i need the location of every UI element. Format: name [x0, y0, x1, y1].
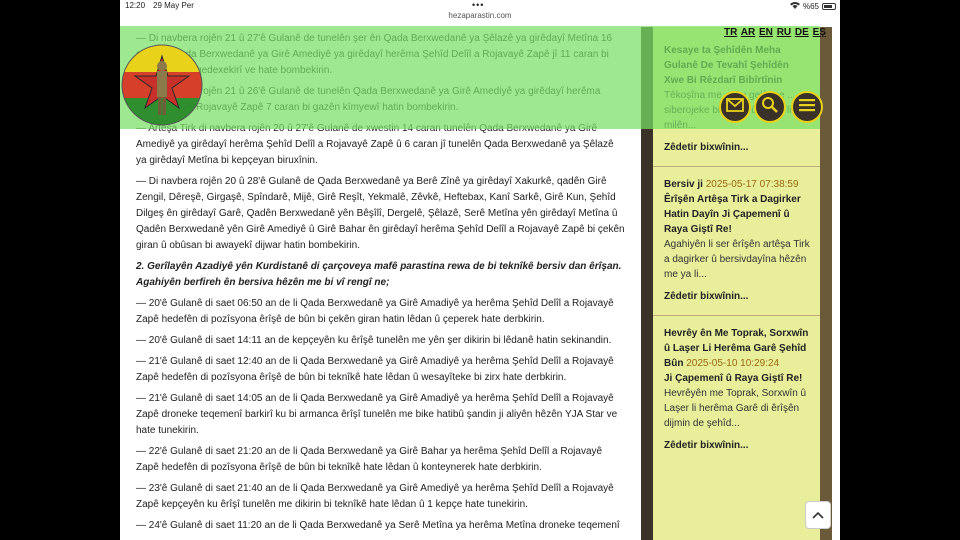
sidebar-post-title[interactable]: Ji Çapemenî û Raya Giştî Re! [664, 373, 803, 384]
article-item: — 20'ê Gulanê di saet 14:11 an de kepçeyên ku êrîşê tunelên me yên şer dikirin bi lêdanê hatin sekinandin. [136, 335, 612, 346]
sidebar-post-title[interactable]: Êrîşên Artêşa Tirk a Dagirker Hatin Dayîn Ji Çapemenî û Raya Giştî Re! [664, 194, 801, 235]
read-more-link[interactable]: Zêdetir bixwînin... [664, 142, 749, 153]
language-switcher [724, 27, 826, 38]
scroll-to-top-button[interactable] [805, 501, 831, 529]
sidebar-post-meta [664, 326, 810, 371]
article-item: — 20'ê Gulanê di saet 06:50 an de li Qada Berxwedanê ya Girê Amadiyê ya herêma Şehîd Delîl a Rojavayê Zapê hedefên di pozîsyona êrîşê de bûn bi çekên giran hatin lêdan û çeperek hate derbkirin. [136, 298, 614, 325]
menu-button[interactable] [791, 91, 823, 123]
lang-link-de[interactable]: DE [794, 27, 809, 38]
section-heading: 2. Gerîlayên Azadiyê yên Kurdistanê di çarçoveya mafê parastina rewa de bi teknîkê bersiv dan êrîşan. Agahiyên berfireh ên bersiva hêzên me bi vî rengî ne; [136, 261, 622, 288]
article-paragraph: — Di navbera rojên 20 û 28'ê Gulanê de Qada Berxwedanê ya Berê Zînê ya girêdayî Xakurkê, qadên Girê Zengil, Dêreşê, Girgaşê, Spîndarê, Mijê, Girê Reşît, Yekmalê, Zêvkê, Heftebax, Kanî Sarkê, Girê Kun, Şehîd Dilgeş ên girêdayî Garê, Qadên Berxwedanê yên Bêşîlî, Dergelê, Şêlazê, Serê Metîna yên girêdayî Metîna û Qadên Berxwedanê yên Girê Amediyê û Girê Bahar ên girêdayî herêma Şehîd Delîl a Rojavayê Zapê bi çekên giran û obûsan bi awayekî dijwar hatin bombekirin. [136, 176, 625, 251]
mail-button[interactable] [719, 91, 751, 123]
article-item: — 21'ê Gulanê di saet 14:05 an de li Qada Berxwedanê ya Girê Amadiyê ya herêma Şehîd Delîl a Rojavayê Zapê droneke teqemenî barkirî ku bi armanca êrîşî tunelên me bike hatibû şandin ji aliyên hêzên YJA Star ve hate tunekirin. [136, 393, 618, 436]
browser-frame [120, 0, 840, 540]
battery-percent: %65 [802, 1, 819, 11]
sidebar-post-author[interactable]: Hevrêy ên Me Toprak, Sorxwîn û Laşer Li Herêma Garê Şehîd Bûn [664, 328, 809, 369]
header-overlay [120, 26, 820, 129]
sidebar-post-meta [664, 177, 810, 192]
sidebar-divider [653, 166, 820, 167]
search-button[interactable] [754, 91, 786, 123]
wifi-icon [790, 1, 800, 11]
chevron-up-icon [812, 506, 824, 524]
lang-link-es[interactable]: EŞ [812, 27, 826, 38]
sidebar-post-date: 2025-05-17 07:38:59 [705, 179, 799, 190]
search-icon [761, 96, 779, 119]
article-item: — 24'ê Gulanê di saet 11:20 an de li Qada Berxwedanê ya Serê Metîna ya herêma Metîna droneke teqemenî [136, 520, 620, 531]
article-item: — 23'ê Gulanê di saet 21:40 an de li Qada Berxwedanê ya Girê Amediyê ya herêma Şehîd Delîl a Rojavayê Zapê kepçeyên ku êrîşî tunelên me dikirin bi teknîkê hate lêdan û 1 kepçe hate tunekirin. [136, 483, 614, 510]
lang-link-ru[interactable]: RU [776, 27, 792, 38]
lang-link-en[interactable]: EN [759, 27, 773, 38]
sidebar-post [664, 177, 810, 304]
status-right [790, 1, 836, 11]
status-time: 12:20 [125, 1, 146, 10]
hamburger-icon [798, 98, 816, 117]
sidebar-post [664, 326, 810, 453]
sidebar-post-author[interactable]: Bersiv ji [664, 179, 703, 190]
lang-link-ar[interactable]: AR [740, 27, 756, 38]
article-item: — 21'ê Gulanê di saet 12:40 an de li Qada Berxwedanê ya Girê Amadiyê ya herêma Şehîd Delîl a Rojavayê Zapê hedefên di pozîsyona êrîşê de bûn bi teknîkê hate lêdan û wesayîteke bi zirx hate derbkirin. [136, 356, 614, 383]
article-item: — 22'ê Gulanê di saet 21:20 an de li Qada Berxwedanê ya Girê Bahar ya herêma Şehîd Delîl a Rojavayê Zapê hedefên di pozîsyona êrîşê de bûn bi teknîkê hate lêdan û konteynerek hate derbkirin. [136, 446, 603, 473]
multitask-dots[interactable]: ••• [472, 0, 485, 10]
sidebar-post-excerpt: Agahiyên li ser êrîşên artêşa Tirk a dagirker û bersivdayîna hêzên me ya li... [664, 239, 810, 280]
sidebar-divider [653, 315, 820, 316]
url-bar[interactable]: hezaparastin.com [448, 11, 512, 20]
status-date: 29 May Per [153, 1, 194, 10]
site-logo[interactable] [121, 44, 203, 126]
article-paragraph: Amediyê ya girêdayî herêma Şehîd Delîl a Rojavayê Zapê û 6 caran jî tunelên Qada Berxwedanê ya Şêlazê ya girêdayî Metîna bi kepçeyan biruxînin. [136, 139, 614, 166]
read-more-link[interactable]: Zêdetir bixwînin... [664, 440, 749, 451]
battery-icon [822, 3, 836, 10]
read-more-link[interactable]: Zêdetir bixwînin... [664, 291, 749, 302]
mail-icon [726, 98, 744, 117]
lang-link-tr[interactable]: TR [724, 27, 738, 38]
sidebar-post-date: 2025-05-10 10:29:24 [686, 358, 780, 369]
sidebar-post-excerpt: Hevrêyên me Toprak, Sorxwîn û Laşer li herêma Garê di êrîşên dijmin de şehîd... [664, 388, 807, 429]
